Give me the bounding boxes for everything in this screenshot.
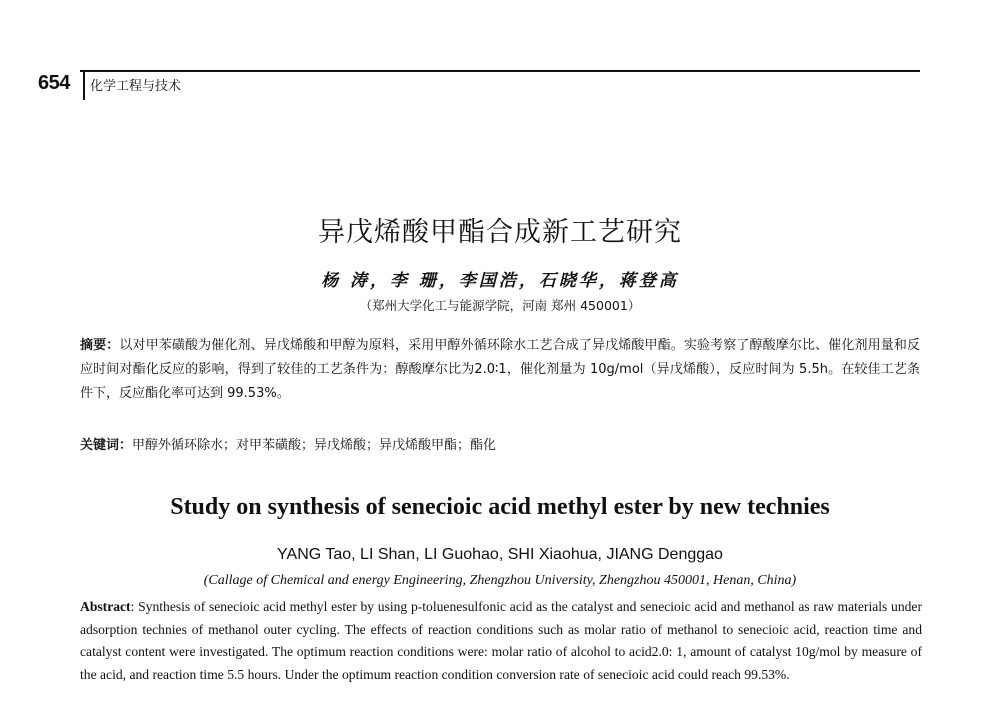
header-divider xyxy=(83,70,85,100)
authors-chinese: 杨 涛，李 珊，李国浩，石晓华，蒋登高 xyxy=(321,271,679,291)
title-english: Study on synthesis of senecioic acid methyl ester by new technies xyxy=(170,494,830,520)
abstract-english xyxy=(80,596,922,686)
abstract-english-separator: : xyxy=(130,599,139,614)
running-header xyxy=(38,64,920,100)
abstract-english-text: Synthesis of senecioic acid methyl ester by using p-toluenesulfonic acid as the catalyst and senecioic acid and methanol as raw materials under adsorption technies of methanol outer cycling. The effects of reaction conditions such as molar ratio of methanol to senecioic acid, reaction time and catalyst content were investigated. The optimum reaction conditions were: molar ratio of alcohol to acid2.0: 1, amount of catalyst 10g/mol by measure of the acid, and reaction time 5.5 hours. Under the optimum reaction condition conversion rate of senecioic acid could reach 99.53%. xyxy=(80,599,922,682)
authors-english: YANG Tao, LI Shan, LI Guohao, SHI Xiaohua, JIANG Denggao xyxy=(277,546,723,563)
keywords-chinese xyxy=(80,434,920,458)
keywords-chinese-label: 关键词： xyxy=(80,438,133,453)
abstract-chinese-label: 摘要： xyxy=(80,338,120,353)
affiliation-chinese: （郑州大学化工与能源学院，河南 郑州 450001） xyxy=(359,298,641,313)
journal-name: 化学工程与技术 xyxy=(90,79,182,94)
page-number: 654 xyxy=(38,72,70,94)
affiliation-english: (Callage of Chemical and energy Engineering, Zhengzhou University, Zhengzhou 450001, Henan, China) xyxy=(203,573,797,588)
abstract-chinese xyxy=(80,334,920,406)
header-rule xyxy=(80,70,920,72)
keywords-chinese-text: 甲醇外循环除水；对甲苯磺酸；异戊烯酸；异戊烯酸甲酯；酯化 xyxy=(132,438,497,453)
abstract-english-label: Abstract xyxy=(80,599,131,614)
title-chinese: 异戊烯酸甲酯合成新工艺研究 xyxy=(318,217,682,248)
abstract-chinese-text: 以对甲苯磺酸为催化剂、异戊烯酸和甲醇为原料，采用甲醇外循环除水工艺合成了异戊烯酸甲酯。实验考察了醇酸摩尔比、催化剂用量和反应时间对酯化反应的影响，得到了较佳的工艺条件为：醇酸摩尔比为2.0∶1，催化剂量为 10g/mol（异戊烯酸），反应时间为 5.5h。在较佳工艺条件下，反应酯化率可达到 99.53%。 xyxy=(80,338,920,401)
